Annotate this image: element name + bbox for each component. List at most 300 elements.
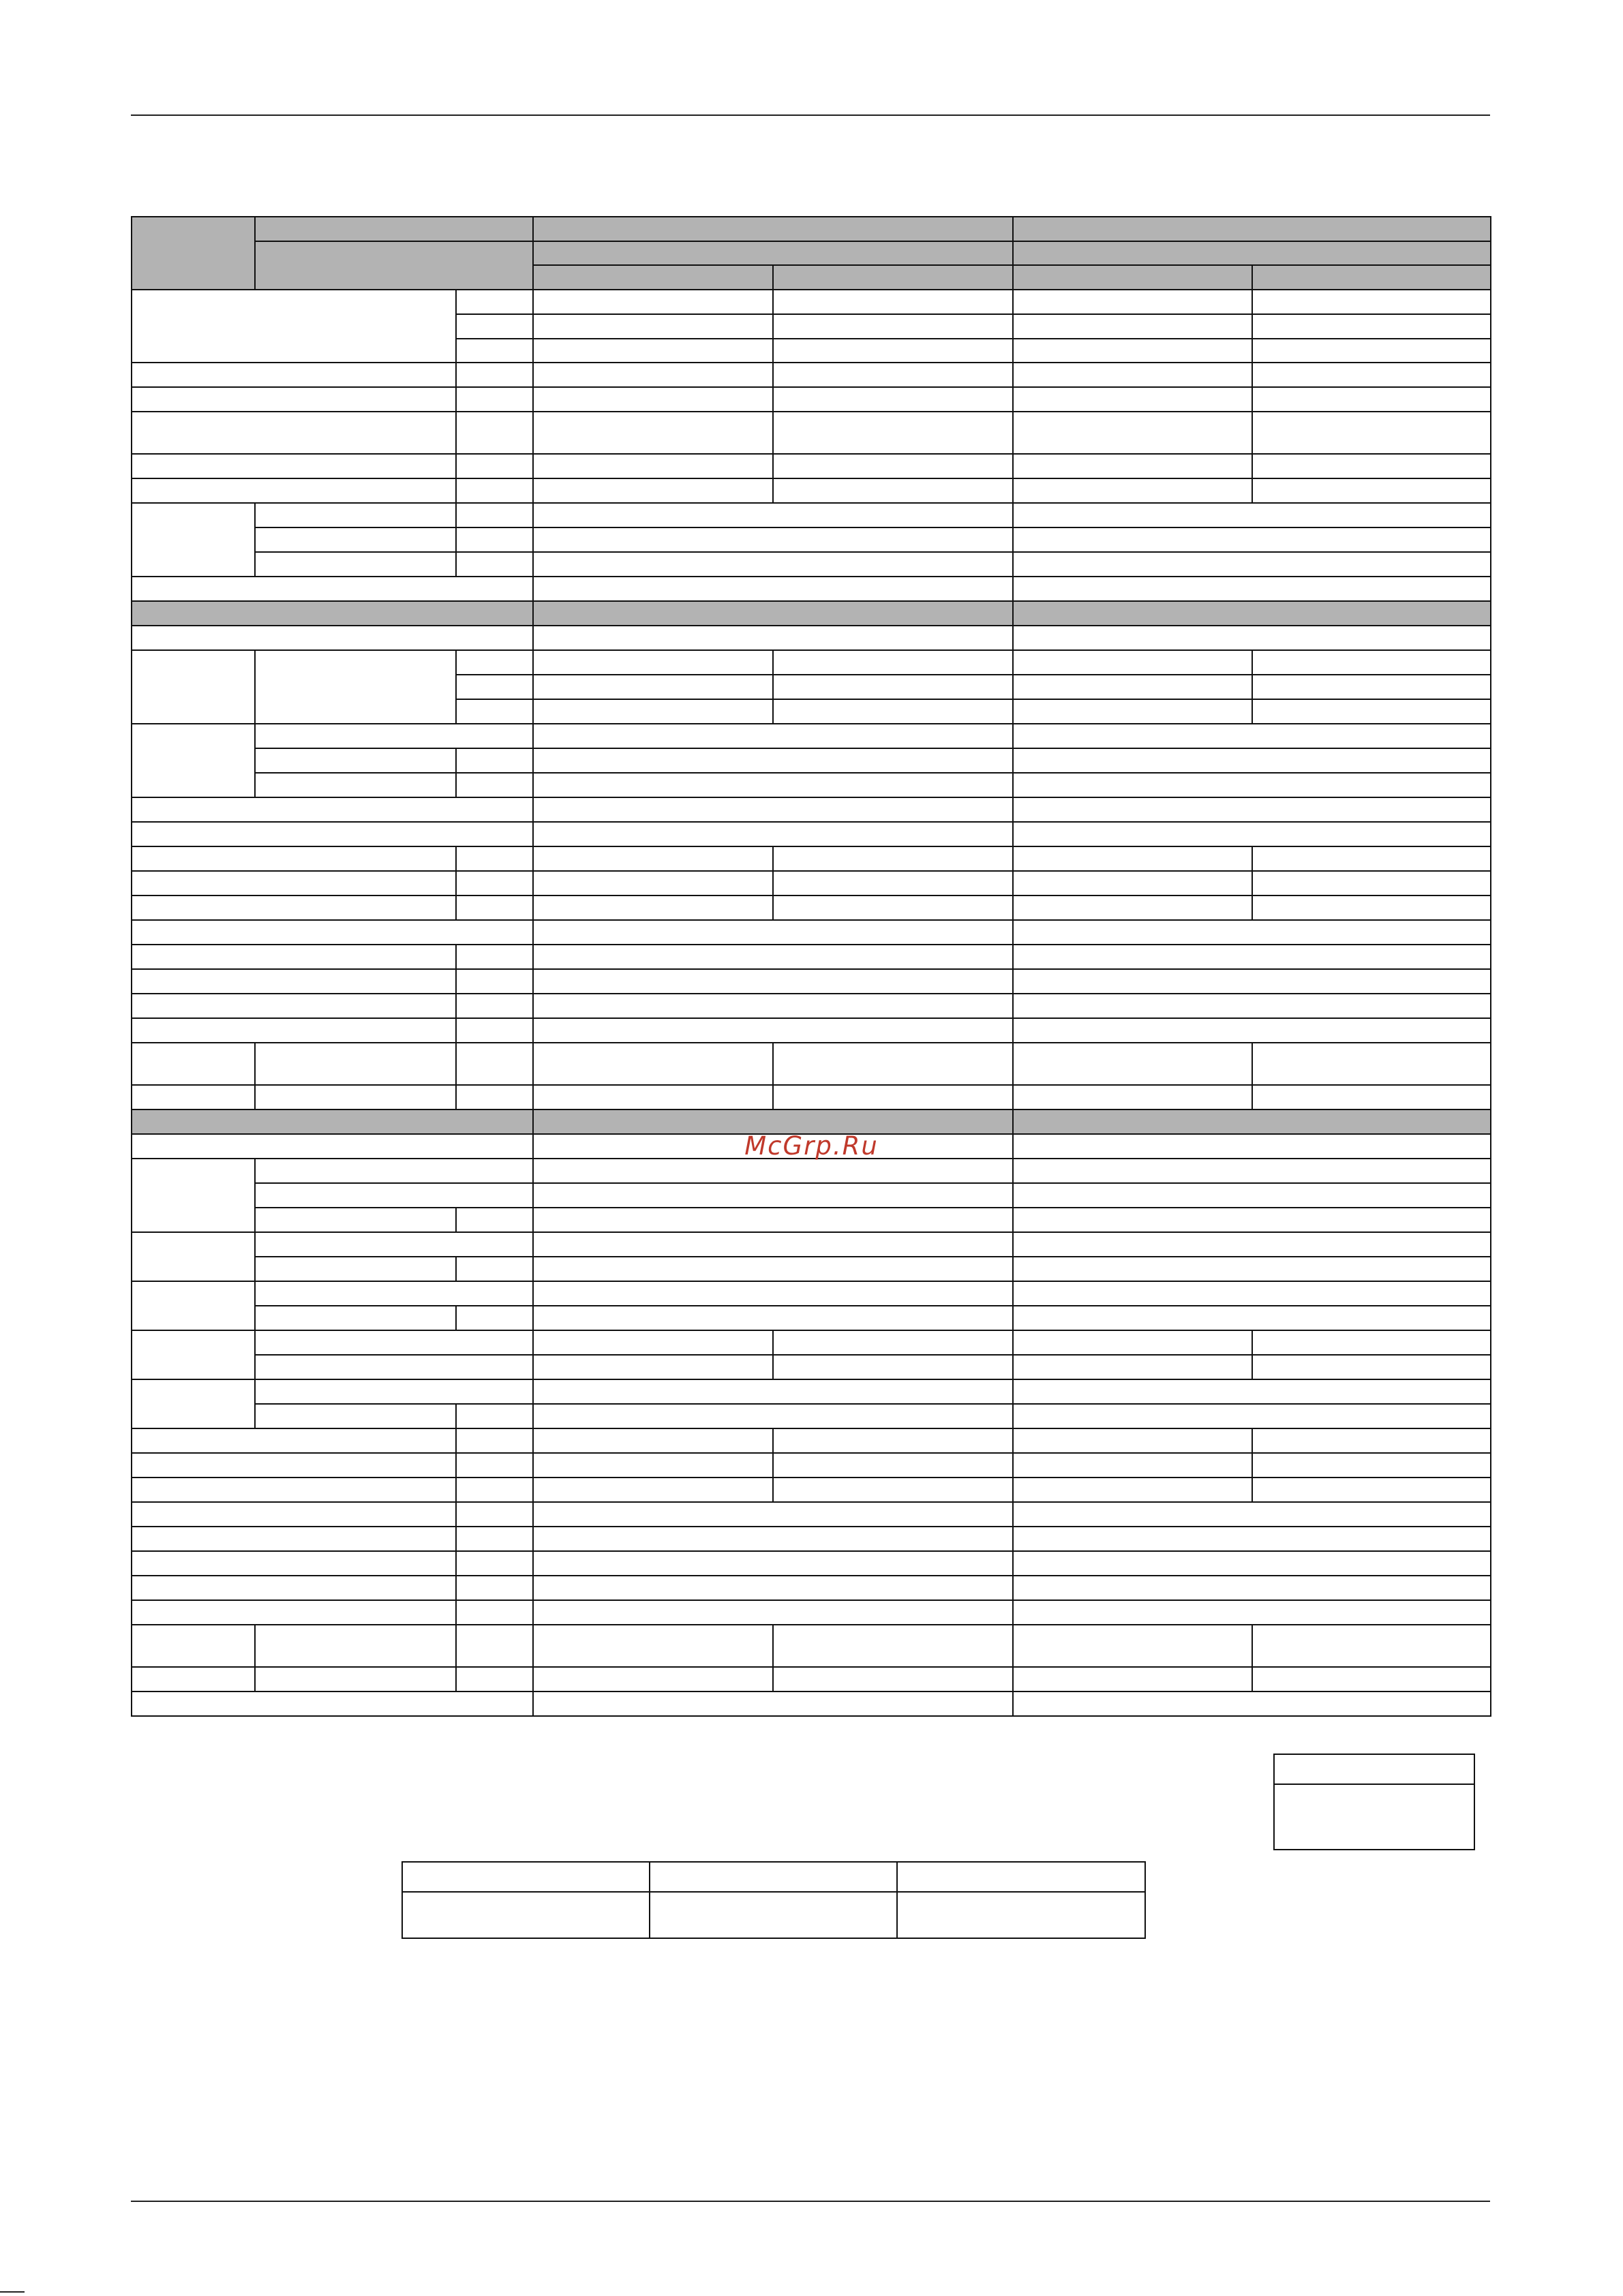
- header-cell: [255, 241, 533, 290]
- table-row: [132, 822, 1491, 846]
- section-header-cell: [1013, 1109, 1491, 1134]
- header-cell: [1013, 241, 1491, 265]
- table-cell: [132, 1043, 255, 1085]
- table-row: [132, 527, 1491, 552]
- table-cell: [1013, 454, 1252, 478]
- table-cell: [456, 478, 533, 503]
- table-row: [132, 1183, 1491, 1208]
- table-cell: [773, 896, 1013, 920]
- table-row: [132, 478, 1491, 503]
- table-cell: [132, 412, 456, 454]
- table-cell: [132, 945, 456, 969]
- table-cell: [255, 552, 456, 577]
- header-cell: [533, 265, 773, 290]
- table-cell: [1252, 1625, 1491, 1667]
- table-row: [132, 552, 1491, 577]
- table-cell: [533, 1600, 1013, 1625]
- table-cell: [533, 699, 773, 724]
- table-cell: [1013, 1576, 1491, 1600]
- table-cell: [533, 1183, 1013, 1208]
- table-row: [132, 1355, 1491, 1379]
- table-cell: [1013, 1085, 1252, 1109]
- table-cell: [1013, 1527, 1491, 1551]
- table-cell: [456, 748, 533, 773]
- table-cell: [1013, 1232, 1491, 1257]
- table-row: [132, 846, 1491, 871]
- table-cell: [255, 503, 456, 527]
- table-cell: [456, 773, 533, 797]
- table-row: [132, 1667, 1491, 1692]
- table-cell: [1252, 1043, 1491, 1085]
- table-cell: [132, 454, 456, 478]
- table-cell: [456, 1600, 533, 1625]
- table-cell: [1274, 1784, 1474, 1850]
- table-cell: [255, 1043, 456, 1085]
- table-cell: [255, 724, 533, 748]
- table-cell: [132, 1018, 456, 1043]
- table-cell: [132, 626, 533, 650]
- table-cell: [773, 1330, 1013, 1355]
- table-cell: [456, 290, 533, 314]
- table-cell: [773, 314, 1013, 339]
- table-cell: [533, 797, 1013, 822]
- table-cell: [773, 1478, 1013, 1502]
- table-cell: [1013, 748, 1491, 773]
- table-row: [132, 1527, 1491, 1551]
- table-row: [132, 748, 1491, 773]
- table-cell: [1013, 994, 1491, 1018]
- table-cell: [255, 1355, 533, 1379]
- section-header-cell: [533, 601, 1013, 626]
- header-cell: [533, 217, 1013, 241]
- table-cell: [533, 846, 773, 871]
- table-cell: [1013, 527, 1491, 552]
- table-row: [132, 577, 1491, 601]
- table-cell: [255, 1281, 533, 1306]
- table-cell: [132, 1281, 255, 1330]
- table-cell: [533, 314, 773, 339]
- table-cell: [456, 1043, 533, 1085]
- table-cell: [533, 994, 1013, 1018]
- table-cell: [255, 1379, 533, 1404]
- table-cell: [1013, 1667, 1252, 1692]
- table-row: [132, 1159, 1491, 1183]
- table-cell: [773, 290, 1013, 314]
- table-cell: [1013, 503, 1491, 527]
- table-cell: [1252, 650, 1491, 675]
- table-cell: [1013, 969, 1491, 994]
- table-row: [132, 290, 1491, 314]
- table-cell: [132, 1667, 255, 1692]
- table-cell: [1252, 290, 1491, 314]
- table-cell: [897, 1892, 1145, 1938]
- table-cell: [533, 945, 1013, 969]
- table-cell: [132, 724, 255, 797]
- table-cell: [533, 1428, 773, 1453]
- table-cell: [402, 1862, 650, 1892]
- table-cell: [773, 699, 1013, 724]
- table-cell: [533, 748, 1013, 773]
- table-cell: [255, 748, 456, 773]
- table-cell: [456, 1478, 533, 1502]
- table-cell: [533, 1478, 773, 1502]
- table-header-row: [132, 217, 1491, 241]
- table-cell: [533, 1159, 1013, 1183]
- table-cell: [1252, 387, 1491, 412]
- table-row: [132, 1453, 1491, 1478]
- table-row: [132, 1085, 1491, 1109]
- table-cell: [456, 412, 533, 454]
- table-cell: [533, 454, 773, 478]
- table-cell: [533, 1502, 1013, 1527]
- table-row: [132, 920, 1491, 945]
- table-cell: [255, 1257, 456, 1281]
- table-cell: [773, 412, 1013, 454]
- table-row: [132, 1281, 1491, 1306]
- section-header-cell: [132, 1109, 533, 1134]
- table-cell: [456, 1018, 533, 1043]
- table-cell: [1013, 552, 1491, 577]
- table-cell: [456, 896, 533, 920]
- table-cell: [255, 1404, 456, 1428]
- table-cell: [1252, 1453, 1491, 1478]
- table-cell: [533, 1692, 1013, 1716]
- table-cell: [1013, 1183, 1491, 1208]
- table-cell: [773, 478, 1013, 503]
- table-cell: [533, 527, 1013, 552]
- table-cell: [533, 577, 1013, 601]
- table-cell: [533, 339, 773, 363]
- table-cell: [533, 1043, 773, 1085]
- table-row: [132, 1692, 1491, 1716]
- stamp-box: [1273, 1754, 1475, 1850]
- table-row: [132, 1576, 1491, 1600]
- table-cell: [255, 1159, 533, 1183]
- table-cell: [1013, 1043, 1252, 1085]
- table-cell: [1013, 945, 1491, 969]
- table-row: [132, 650, 1491, 675]
- table-cell: [132, 1379, 255, 1428]
- table-cell: [1252, 1667, 1491, 1692]
- table-cell: [456, 1576, 533, 1600]
- table-header-row: [132, 241, 1491, 265]
- table-cell: [533, 1232, 1013, 1257]
- table-cell: [1252, 896, 1491, 920]
- table-cell: [1252, 1330, 1491, 1355]
- table-cell: [533, 1551, 1013, 1576]
- table-cell: [402, 1892, 650, 1938]
- section-header-cell: [1013, 601, 1491, 626]
- header-cell: [1013, 217, 1491, 241]
- table-cell: [773, 1355, 1013, 1379]
- table-row: [132, 363, 1491, 387]
- table-cell: [132, 822, 533, 846]
- table-cell: [456, 675, 533, 699]
- table-cell: [1013, 675, 1252, 699]
- table-row: [132, 1428, 1491, 1453]
- table-cell: [533, 552, 1013, 577]
- table-row: [132, 387, 1491, 412]
- table-cell: [456, 871, 533, 896]
- table-row: [132, 797, 1491, 822]
- table-cell: [456, 363, 533, 387]
- table-cell: [1252, 412, 1491, 454]
- table-cell: [1013, 1478, 1252, 1502]
- table-cell: [533, 1355, 773, 1379]
- table-cell: [132, 1159, 255, 1232]
- table-cell: [132, 290, 456, 363]
- table-row: [132, 773, 1491, 797]
- table-cell: [1013, 1355, 1252, 1379]
- table-cell: [456, 1404, 533, 1428]
- table-row: [132, 969, 1491, 994]
- table-cell: [132, 994, 456, 1018]
- table-cell: [533, 1085, 773, 1109]
- table-cell: [132, 387, 456, 412]
- table-cell: [533, 1404, 1013, 1428]
- table-cell: [1013, 478, 1252, 503]
- table-cell: [533, 1257, 1013, 1281]
- section-header-row: [132, 1109, 1491, 1134]
- table-cell: [456, 969, 533, 994]
- table-cell: [255, 1183, 533, 1208]
- table-cell: [456, 1208, 533, 1232]
- table-cell: [773, 1428, 1013, 1453]
- table-cell: [1013, 773, 1491, 797]
- footer-rule: [131, 2201, 1490, 2202]
- table-cell: [533, 1527, 1013, 1551]
- table-cell: [132, 1625, 255, 1667]
- table-cell: [255, 1208, 456, 1232]
- table-cell: [456, 552, 533, 577]
- table-cell: [773, 387, 1013, 412]
- section-header-cell: [132, 601, 533, 626]
- table-cell: [132, 1502, 456, 1527]
- table-row: [132, 1232, 1491, 1257]
- table-cell: [1013, 1502, 1491, 1527]
- table-cell: [456, 527, 533, 552]
- table-cell: [773, 1625, 1013, 1667]
- table-cell: [773, 675, 1013, 699]
- table-cell: [533, 871, 773, 896]
- table-cell: [533, 773, 1013, 797]
- table-cell: [533, 675, 773, 699]
- table-cell: [1013, 896, 1252, 920]
- table-cell: [255, 1667, 456, 1692]
- table-cell: [1013, 822, 1491, 846]
- header-cell: [1013, 265, 1252, 290]
- table-row: [132, 503, 1491, 527]
- table-cell: [132, 1527, 456, 1551]
- table-cell: [773, 1453, 1013, 1478]
- table-cell: [1013, 1257, 1491, 1281]
- table-cell: [255, 1085, 456, 1109]
- table-row: [132, 1625, 1491, 1667]
- table-cell: [255, 1232, 533, 1257]
- table-cell: [897, 1862, 1145, 1892]
- table-cell: [773, 454, 1013, 478]
- table-cell: [1013, 387, 1252, 412]
- table-cell: [773, 1043, 1013, 1085]
- table-cell: [1013, 1306, 1491, 1330]
- table-cell: [533, 1330, 773, 1355]
- table-cell: [132, 1085, 255, 1109]
- table-row: [132, 1379, 1491, 1404]
- table-row: [132, 994, 1491, 1018]
- table-cell: [1252, 454, 1491, 478]
- table-cell: [1013, 871, 1252, 896]
- table-row: [132, 1043, 1491, 1085]
- table-cell: [132, 920, 533, 945]
- table-cell: [1013, 1692, 1491, 1716]
- table-cell: [132, 1330, 255, 1379]
- table-row: [132, 412, 1491, 454]
- corner-mark: [0, 2291, 25, 2293]
- table-cell: [533, 1208, 1013, 1232]
- table-row: [402, 1862, 1145, 1892]
- table-cell: [1013, 1018, 1491, 1043]
- table-cell: [132, 1232, 255, 1281]
- table-cell: [1252, 871, 1491, 896]
- table-cell: [533, 920, 1013, 945]
- table-row: [132, 1600, 1491, 1625]
- table-cell: [1252, 478, 1491, 503]
- table-cell: [132, 650, 255, 724]
- table-cell: [255, 1330, 533, 1355]
- table-row: [132, 1018, 1491, 1043]
- table-cell: [456, 1306, 533, 1330]
- table-cell: [132, 1600, 456, 1625]
- table-cell: [1013, 650, 1252, 675]
- table-cell: [533, 1379, 1013, 1404]
- table-cell: [533, 969, 1013, 994]
- table-cell: [456, 1428, 533, 1453]
- table-cell: [1013, 1208, 1491, 1232]
- table-cell: [533, 412, 773, 454]
- table-cell: [132, 846, 456, 871]
- table-cell: [533, 478, 773, 503]
- table-cell: [533, 1018, 1013, 1043]
- table-cell: [132, 577, 533, 601]
- table-cell: [1013, 1330, 1252, 1355]
- table-cell: [1013, 1551, 1491, 1576]
- table-cell: [1252, 314, 1491, 339]
- table-cell: [533, 363, 773, 387]
- table-cell: [1252, 1428, 1491, 1453]
- table-cell: [456, 1257, 533, 1281]
- table-cell: [132, 896, 456, 920]
- table-cell: [132, 1478, 456, 1502]
- table-cell: [533, 822, 1013, 846]
- watermark-text: McGrp.Ru: [744, 1131, 879, 1161]
- table-cell: [533, 387, 773, 412]
- table-cell: [533, 1667, 773, 1692]
- header-cell: [773, 265, 1013, 290]
- table-cell: [1013, 1625, 1252, 1667]
- table-row: [132, 945, 1491, 969]
- table-cell: [255, 527, 456, 552]
- table-row: [132, 1478, 1491, 1502]
- table-cell: [1252, 1085, 1491, 1109]
- table-row: [132, 896, 1491, 920]
- table-cell: [1013, 1404, 1491, 1428]
- table-cell: [456, 1667, 533, 1692]
- table-cell: [132, 478, 456, 503]
- section-header-cell: [533, 1109, 1013, 1134]
- table-cell: [1252, 1478, 1491, 1502]
- header-rule: [131, 114, 1490, 116]
- section-header-row: [132, 601, 1491, 626]
- table-cell: [1252, 846, 1491, 871]
- table-cell: [132, 969, 456, 994]
- footer-table: [401, 1861, 1146, 1939]
- table-cell: [456, 314, 533, 339]
- table-cell: [456, 339, 533, 363]
- table-cell: [456, 1085, 533, 1109]
- table-cell: [1013, 290, 1252, 314]
- table-cell: [773, 1085, 1013, 1109]
- table-cell: [456, 1551, 533, 1576]
- table-row: [132, 1257, 1491, 1281]
- table-cell: [773, 846, 1013, 871]
- table-cell: [255, 773, 456, 797]
- table-cell: [1013, 1281, 1491, 1306]
- table-cell: [533, 1453, 773, 1478]
- table-cell: [773, 650, 1013, 675]
- table-row: [132, 1502, 1491, 1527]
- table-row: [132, 626, 1491, 650]
- table-row: [132, 871, 1491, 896]
- table-cell: [456, 1453, 533, 1478]
- table-row: [402, 1892, 1145, 1938]
- table-cell: [132, 797, 533, 822]
- table-row: [132, 1551, 1491, 1576]
- table-cell: [533, 650, 773, 675]
- table-cell: [1013, 1453, 1252, 1478]
- table-cell: [1013, 797, 1491, 822]
- table-row: [132, 724, 1491, 748]
- table-row: [132, 1404, 1491, 1428]
- table-cell: [132, 1692, 533, 1716]
- table-cell: [533, 896, 773, 920]
- table-cell: [1013, 626, 1491, 650]
- table-cell: [456, 846, 533, 871]
- table-cell: [650, 1862, 897, 1892]
- table-cell: [773, 1667, 1013, 1692]
- table-cell: [456, 699, 533, 724]
- spec-table: [131, 216, 1491, 1717]
- table-cell: [1013, 339, 1252, 363]
- table-cell: [1013, 412, 1252, 454]
- header-cell: [255, 217, 533, 241]
- table-cell: [132, 871, 456, 896]
- table-cell: [456, 945, 533, 969]
- table-cell: [132, 1453, 456, 1478]
- table-cell: [1013, 846, 1252, 871]
- table-cell: [1274, 1754, 1474, 1784]
- table-cell: [1252, 699, 1491, 724]
- table-cell: [773, 871, 1013, 896]
- table-cell: [1013, 1379, 1491, 1404]
- table-row: [132, 454, 1491, 478]
- table-cell: [132, 1576, 456, 1600]
- table-row: [1274, 1784, 1474, 1850]
- table-cell: [533, 1281, 1013, 1306]
- table-row: [1274, 1754, 1474, 1784]
- table-cell: [132, 503, 255, 577]
- table-cell: [456, 650, 533, 675]
- table-cell: [1013, 577, 1491, 601]
